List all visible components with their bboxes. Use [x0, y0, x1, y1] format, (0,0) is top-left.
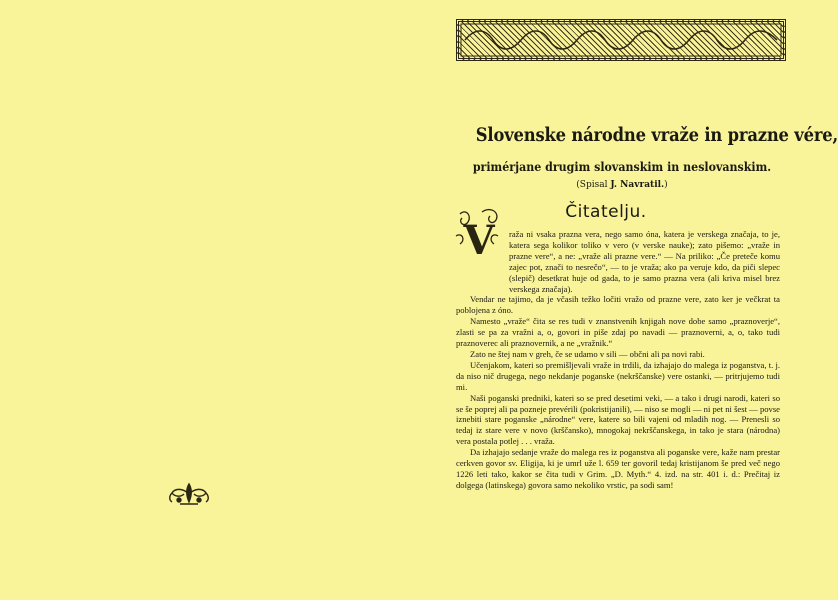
decorative-header-band	[456, 19, 786, 61]
paragraph-1: raža ni vsaka prazna vera, nego samo óna, katera je verskega značaja, to je, katera sega kolikor toliko v vero (v verske nauke); zato pišemo: „vraže in prazne vere“, a ne: „vraže ali prazne vere.“ — Na priliko: „Če preteče komu zajec pot, znači to nesrečo“, — to je vraža; ako pa veruje kdo, da piči slepec (slepič) desetkrat huje od gada, to je samo prazna vera (ali kriva misel brez verskega značaja).	[509, 229, 780, 294]
paragraph-6: Naši poganski predniki, kateri so se pred desetimi veki, — a tako i drugi narodi, kateri so se še poprej ali pa pozneje prevérili (pokristijanili), — niso se mogli — ni pet ni šest — povse iznebiti stare poganske „národne“ vere, katere so bili vajeni od mladih nog. — Prenesli so tedaj iz stare vere v novo (krščansko), mnogokaj nekrščanskega, in tako je stara (národna) vera postala potlej . . . vraža.	[456, 392, 780, 447]
page-subtitle: primérjane drugim slovanskim in neslovanskim.	[472, 160, 772, 174]
scroll-ornament-icon	[459, 22, 783, 58]
section-heading: Čitatelju.	[565, 202, 647, 222]
page-title: Slovenske národne vraže in prazne vére,	[475, 124, 838, 146]
author-prefix: (Spisal	[576, 180, 611, 190]
initial-letter: V	[463, 217, 495, 264]
paragraph-4: Zato ne štej nam v greh, če se udamo v sili — občni ali pa novi rabi.	[470, 348, 705, 359]
author-name: J. Navratil.	[610, 180, 665, 190]
author-suffix: )	[664, 180, 668, 190]
body-text	[456, 229, 780, 491]
author-line	[452, 180, 792, 191]
paragraph-2: Vendar ne tajimo, da je včasih težko ločiti vražo od prazne vere, zato ker je večkrat ta poblojena z óno.	[456, 294, 780, 316]
floral-ornament-icon	[166, 480, 212, 506]
paragraph-5: Učenjakom, kateri so premišljevali vraže in trdili, da izhajajo do malega iz poganstva, t. j. da niso nič drugega, nego nekdanje poganske (nekrščanske) vere ostanki, — pritrjujemo tudi mi.	[456, 359, 780, 392]
paragraph-7: Da izhajajo sedanje vraže do malega res iz poganstva ali poganske vere, kaže nam prestar cerkven govor sv. Eligija, ki je umrl uže l. 659 ter govoril tedaj kristijanom še pred več nego 1226 leti tako, kakor se čita tudi v Grim. „D. Myth.“ 4. izd. na str. 401 i. d.: Prečitaj iz dolgega (latinskega) govora samo nekoliko vrstic, pa sodi sam!	[456, 447, 780, 490]
paragraph-3: Namesto „vraže“ čita se res tudi v znanstvenih knjigah nove dobe samo „praznoverje“, zlasti se pa za vražni a, o, govori in piše zdaj po navadi — praznoverni, a, o, tako tudi praznoverec ali praznovernik, a ne „vražnik.“	[456, 316, 780, 349]
